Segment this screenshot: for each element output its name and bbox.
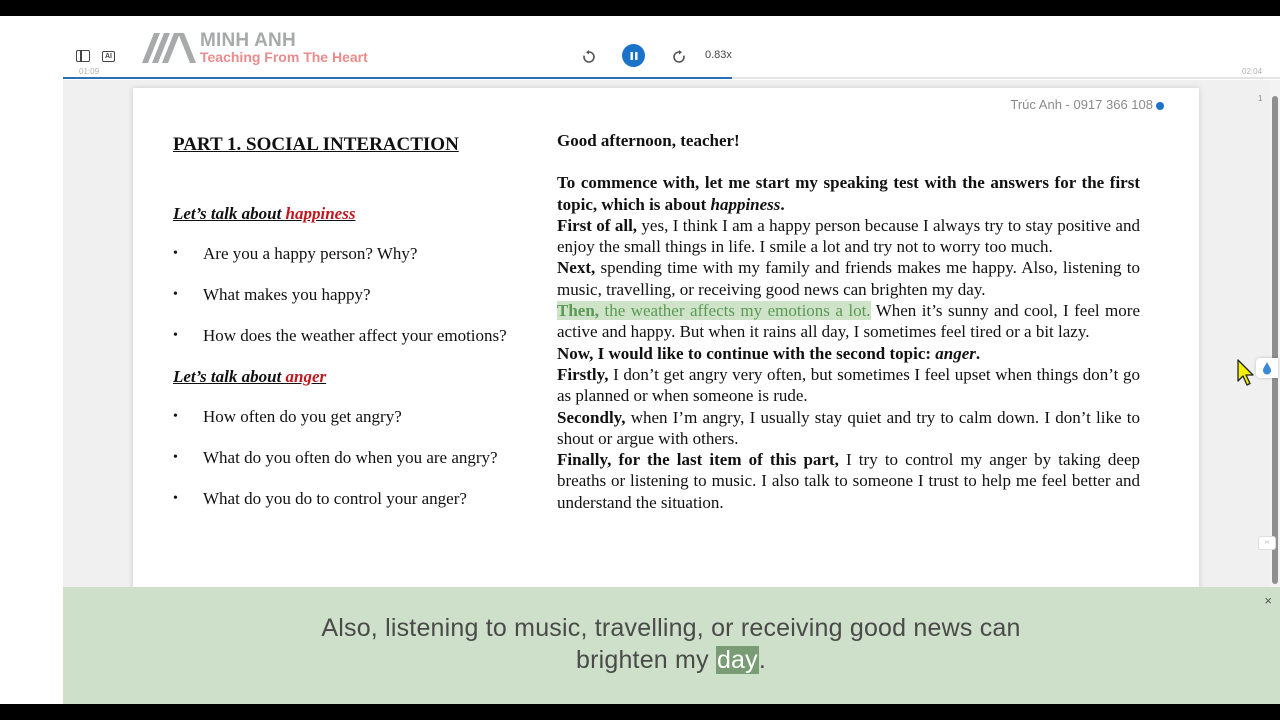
answer-paragraph: Next, spending time with my family and friends makes me happy. Also, listening to music, travelling, or receiving good news can brighten my day. — [557, 258, 1140, 299]
answer-paragraph: Secondly, when I’m angry, I usually stay quiet and try to calm down. I don’t like to shout or argue with others. — [557, 407, 1140, 448]
close-icon[interactable]: × — [1264, 593, 1272, 608]
expand-button[interactable] — [1258, 536, 1276, 550]
status-dot — [1156, 102, 1164, 110]
progress-fill — [63, 77, 732, 79]
part-title: PART 1. SOCIAL INTERACTION — [173, 134, 459, 155]
greeting: Good afternoon, teacher! — [557, 131, 740, 150]
answer-text — [557, 130, 1140, 513]
mouse-cursor-icon — [1237, 359, 1257, 387]
question-text: What do you do to control your anger? — [203, 489, 467, 508]
answer-paragraph: First of all, yes, I think I am a happy person because I always try to stay positive and enjoy the small things in life. I smile a lot and try not to worry too much. — [557, 215, 1140, 257]
answer-transition: Now, I would like to continue with the second topic: anger. — [557, 343, 981, 363]
side-tool-button[interactable] — [1256, 358, 1278, 378]
progress-bar[interactable] — [63, 77, 1280, 79]
page-number: 1 — [1258, 94, 1263, 103]
topic-keyword: happiness — [285, 204, 356, 223]
rewind-button[interactable] — [578, 46, 600, 68]
question-item: • How does the weather affect your emotions? — [173, 326, 507, 345]
droplet-icon — [1256, 358, 1278, 378]
logo-name: MINH ANH — [200, 30, 296, 51]
playback-speed[interactable]: 0.83x — [705, 49, 732, 61]
question-text: What makes you happy? — [203, 285, 371, 304]
question-item: • Are you a happy person? Why? — [173, 244, 418, 263]
topic-prefix: Let’s talk about — [173, 204, 286, 223]
topic-heading-happiness — [173, 204, 355, 224]
sidebar-toggle-icon[interactable] — [76, 50, 90, 62]
logo-tagline: Teaching From The Heart — [200, 49, 368, 65]
answer-paragraph: Finally, for the last item of this part, I try to control my anger by taking deep breaths or listening to music. I also talk to someone I trust to help me feel better and understand the situation. — [557, 450, 1141, 512]
time-elapsed: 01:09 — [79, 67, 100, 76]
answer-paragraph-highlighted: Then, the weather affects my emotions a lot. When it’s sunny and cool, I feel more active and happy. But when it rains all day, I sometimes feel tired or a bit lazy. — [557, 301, 1140, 342]
question-text: Are you a happy person? Why? — [203, 244, 418, 263]
question-text: How does the weather affect your emotions? — [203, 326, 507, 345]
scrollbar[interactable] — [1270, 80, 1280, 600]
question-item: • How often do you get angry? — [173, 407, 402, 426]
document-page — [133, 88, 1199, 618]
time-total: 02:04 — [1242, 67, 1263, 76]
forward-icon — [672, 50, 686, 64]
app-screen — [0, 16, 1280, 704]
forward-button[interactable] — [668, 46, 690, 68]
caption-bar — [63, 587, 1280, 704]
topic-prefix: Let’s talk about — [173, 367, 286, 386]
rewind-icon — [582, 50, 596, 64]
caption-text — [201, 612, 1141, 676]
pause-icon — [629, 51, 639, 61]
logo-mark-icon — [142, 31, 198, 63]
watermark — [1010, 97, 1164, 112]
topic-keyword: anger — [285, 367, 327, 386]
question-item: • What makes you happy? — [173, 285, 371, 304]
question-item: • What do you often do when you are angry? — [173, 448, 498, 467]
question-item: • What do you do to control your anger? — [173, 489, 467, 508]
caption-current-word: day — [716, 646, 758, 674]
caption-line-1: Also, listening to music, travelling, or receiving good news can — [321, 614, 1021, 642]
expand-icon: ›‹ — [1264, 539, 1270, 546]
question-text: What do you often do when you are angry? — [203, 448, 498, 467]
answer-paragraph: Firstly, I don’t get angry very often, but sometimes I feel upset when things don’t go as planned or when someone is rude. — [557, 364, 1140, 406]
spoken-highlight: the weather affects my emotions a lot. — [599, 301, 871, 321]
left-margin — [0, 16, 63, 704]
ai-icon[interactable]: AI — [102, 51, 115, 62]
pause-button[interactable] — [622, 44, 645, 67]
watermark-text: Trúc Anh - 0917 366 108 — [1010, 97, 1153, 112]
answer-intro: To commence with, let me start my speaking test with the answers for the first topic, which is about happiness. — [557, 173, 1140, 214]
caption-line-2: brighten my day. — [575, 646, 767, 674]
topic-heading-anger — [173, 367, 326, 387]
scroll-thumb[interactable] — [1272, 96, 1278, 584]
question-text: How often do you get angry? — [203, 407, 402, 426]
